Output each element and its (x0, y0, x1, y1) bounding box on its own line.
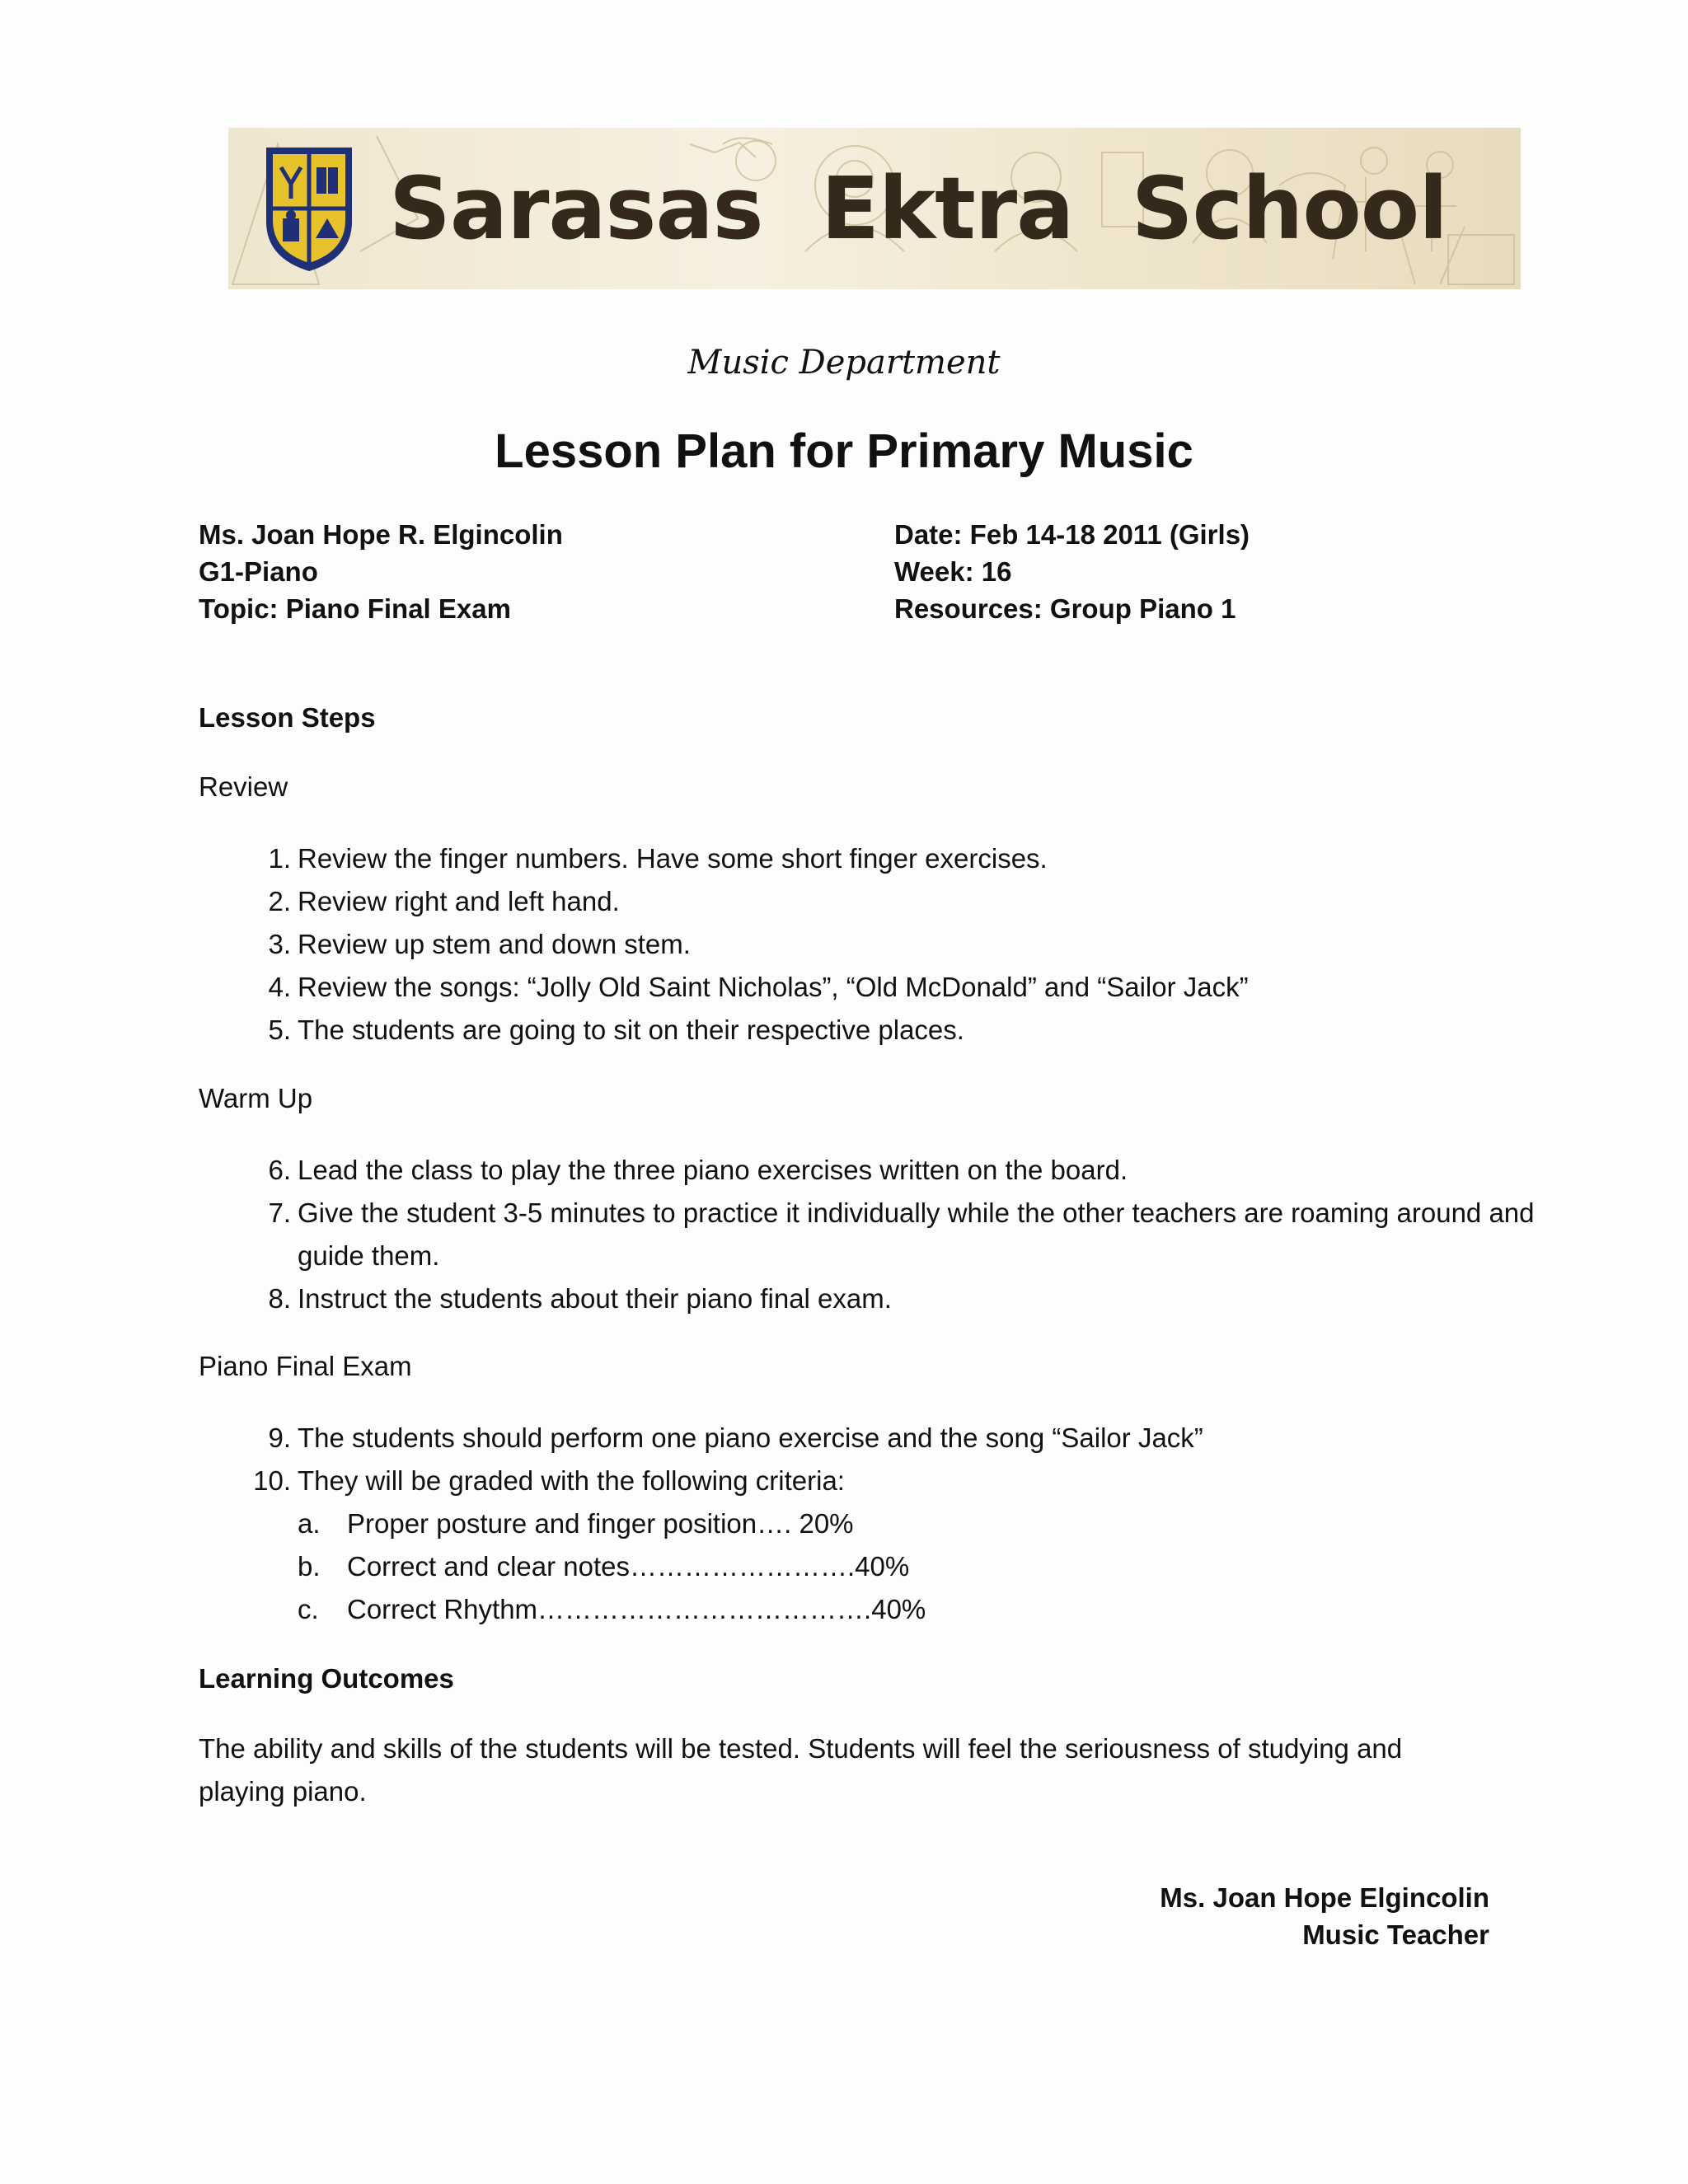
list-item: 3. Review up stem and down stem. (268, 929, 691, 959)
criteria-item: b. Correct and clear notes…………………….40% (298, 1551, 910, 1582)
final-exam-heading: Piano Final Exam (199, 1351, 412, 1381)
review-heading: Review (199, 771, 288, 802)
criteria-list (298, 1502, 1550, 1631)
signature-block (1160, 1879, 1489, 1953)
warmup-list (199, 1149, 1550, 1320)
list-item: 6. Lead the class to play the three piano exercises written on the board. (268, 1155, 1128, 1185)
list-item: 10. They will be graded with the following criteria: a. Proper posture and finger position…. 20% b. Correct and clear notes…………………….40% c. Correct Rhythm……………………………….40% (199, 1460, 1550, 1631)
date: Date: Feb 14-18 2011 (Girls) (894, 519, 1250, 550)
info-left (199, 516, 563, 627)
list-item: 7. Give the student 3-5 minutes to practice it individually while the other teachers are roaming around and guide them. (268, 1197, 1535, 1271)
class-name: G1-Piano (199, 556, 318, 587)
document-title: Lesson Plan for Primary Music (495, 424, 1193, 478)
school-banner (228, 128, 1521, 289)
learning-outcomes-heading: Learning Outcomes (199, 1663, 454, 1694)
department-label: Music Department (687, 344, 1001, 382)
list-item: 5. The students are going to sit on their respective places. (268, 1015, 964, 1045)
school-name: Sarasas Ektra School (389, 158, 1447, 259)
list-item: 9. The students should perform one piano exercise and the song “Sailor Jack” (268, 1422, 1203, 1453)
criteria-item: a. Proper posture and finger position…. 20% (298, 1508, 854, 1539)
teacher-name: Ms. Joan Hope R. Elgincolin (199, 519, 563, 550)
school-crest-icon (261, 143, 357, 274)
final-exam-list (199, 1417, 1550, 1631)
list-item: 2. Review right and left hand. (268, 886, 620, 916)
topic: Topic: Piano Final Exam (199, 593, 511, 624)
review-list (199, 837, 1550, 1052)
week: Week: 16 (894, 556, 1012, 587)
list-item: 8. Instruct the students about their piano final exam. (268, 1283, 892, 1314)
signature-name: Ms. Joan Hope Elgincolin (1160, 1882, 1489, 1913)
info-right (894, 516, 1250, 627)
list-item: 1. Review the finger numbers. Have some short finger exercises. (268, 843, 1048, 874)
signature-role: Music Teacher (1302, 1919, 1489, 1950)
learning-outcomes-text: The ability and skills of the students will be tested. Students will feel the seriousness of studying and playing piano. (199, 1733, 1403, 1807)
lesson-steps-heading: Lesson Steps (199, 702, 376, 733)
list-item: 4. Review the songs: “Jolly Old Saint Nicholas”, “Old McDonald” and “Sailor Jack” (268, 972, 1249, 1002)
resources: Resources: Group Piano 1 (894, 593, 1236, 624)
warmup-heading: Warm Up (199, 1083, 313, 1113)
criteria-item: c. Correct Rhythm……………………………….40% (298, 1594, 926, 1624)
